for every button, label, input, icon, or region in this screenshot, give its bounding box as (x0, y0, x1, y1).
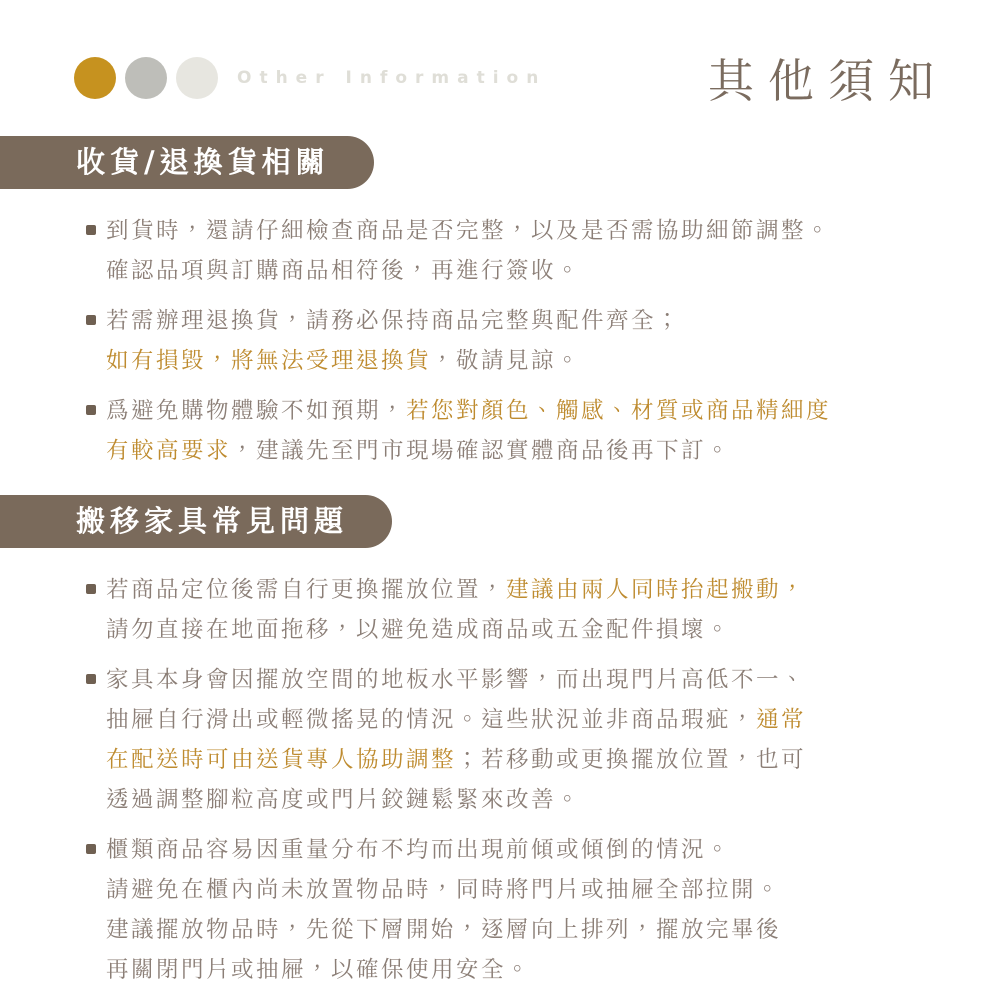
bullet-square-icon (86, 405, 96, 415)
normal-text: 請避免在櫃內尚未放置物品時，同時將門片或抽屜全部拉開。 (106, 877, 782, 903)
normal-text: 若需辦理退換貨，請務必保持商品完整與配件齊全； (106, 308, 682, 334)
bullet-list (86, 570, 960, 990)
normal-text: ，敬請見諒。 (431, 348, 582, 374)
brand-row (74, 57, 546, 99)
normal-text: ，建議先至門市現場確認實體商品後再下訂。 (231, 438, 732, 464)
normal-text: 透過調整腳粒高度或門片鉸鏈鬆緊來改善。 (106, 787, 582, 813)
normal-text: 再關閉門片或抽屜，以確保使用安全。 (106, 957, 532, 983)
bullet-text (106, 830, 781, 990)
dot-gray-icon (125, 57, 167, 99)
highlighted-text: 建議由兩人同時抬起搬動， (506, 577, 807, 603)
bullet-item (86, 301, 960, 381)
bullet-item (86, 570, 960, 650)
normal-text: 請勿直接在地面拖移，以避免造成商品或五金配件損壞。 (106, 617, 732, 643)
bullet-item (86, 391, 960, 471)
bullet-text (106, 570, 806, 650)
section-receiving-returns (0, 136, 1000, 471)
bullet-text (106, 391, 831, 471)
bullet-text (106, 660, 806, 820)
subtitle-english: Other Information (237, 68, 547, 88)
dot-light-icon (176, 57, 218, 99)
section-heading-banner: 收貨/退換貨相關 (0, 136, 374, 189)
bullet-item (86, 660, 960, 820)
normal-text: 到貨時，還請仔細檢查商品是否完整，以及是否需協助細節調整。 (106, 218, 832, 244)
bullet-item (86, 211, 960, 291)
bullet-item (86, 830, 960, 990)
highlighted-text: 有較高要求 (106, 438, 232, 464)
normal-text: ；若移動或更換擺放位置，也可 (456, 747, 807, 773)
normal-text: 櫃類商品容易因重量分布不均而出現前傾或傾倒的情況。 (106, 837, 732, 863)
bullet-square-icon (86, 584, 96, 594)
bullet-square-icon (86, 674, 96, 684)
normal-text: 抽屜自行滑出或輕微搖晃的情況。這些狀況並非商品瑕疵， (106, 707, 757, 733)
dot-gold-icon (74, 57, 116, 99)
page-header (0, 0, 1000, 112)
normal-text: 確認品項與訂購商品相符後，再進行簽收。 (106, 258, 582, 284)
bullet-square-icon (86, 315, 96, 325)
highlighted-text: 如有損毀，將無法受理退換貨 (106, 348, 432, 374)
normal-text: 家具本身會因擺放空間的地板水平影響，而出現門片高低不一、 (106, 667, 807, 693)
highlighted-text: 通常 (756, 707, 807, 733)
section-moving-furniture-faq (0, 495, 1000, 990)
sections-container (0, 136, 1000, 990)
normal-text: 建議擺放物品時，先從下層開始，逐層向上排列，擺放完畢後 (106, 917, 782, 943)
normal-text: 若商品定位後需自行更換擺放位置， (106, 577, 507, 603)
page-title: 其他須知 (708, 54, 948, 108)
bullet-square-icon (86, 844, 96, 854)
highlighted-text: 在配送時可由送貨專人協助調整 (106, 747, 457, 773)
section-heading-banner: 搬移家具常見問題 (0, 495, 392, 548)
bullet-text (106, 211, 831, 291)
highlighted-text: 若您對顏色、觸感、材質或商品精細度 (406, 398, 832, 424)
bullet-text (106, 301, 681, 381)
normal-text: 爲避免購物體驗不如預期， (106, 398, 407, 424)
bullet-list (86, 211, 960, 471)
brand-dots (74, 57, 227, 99)
bullet-square-icon (86, 225, 96, 235)
